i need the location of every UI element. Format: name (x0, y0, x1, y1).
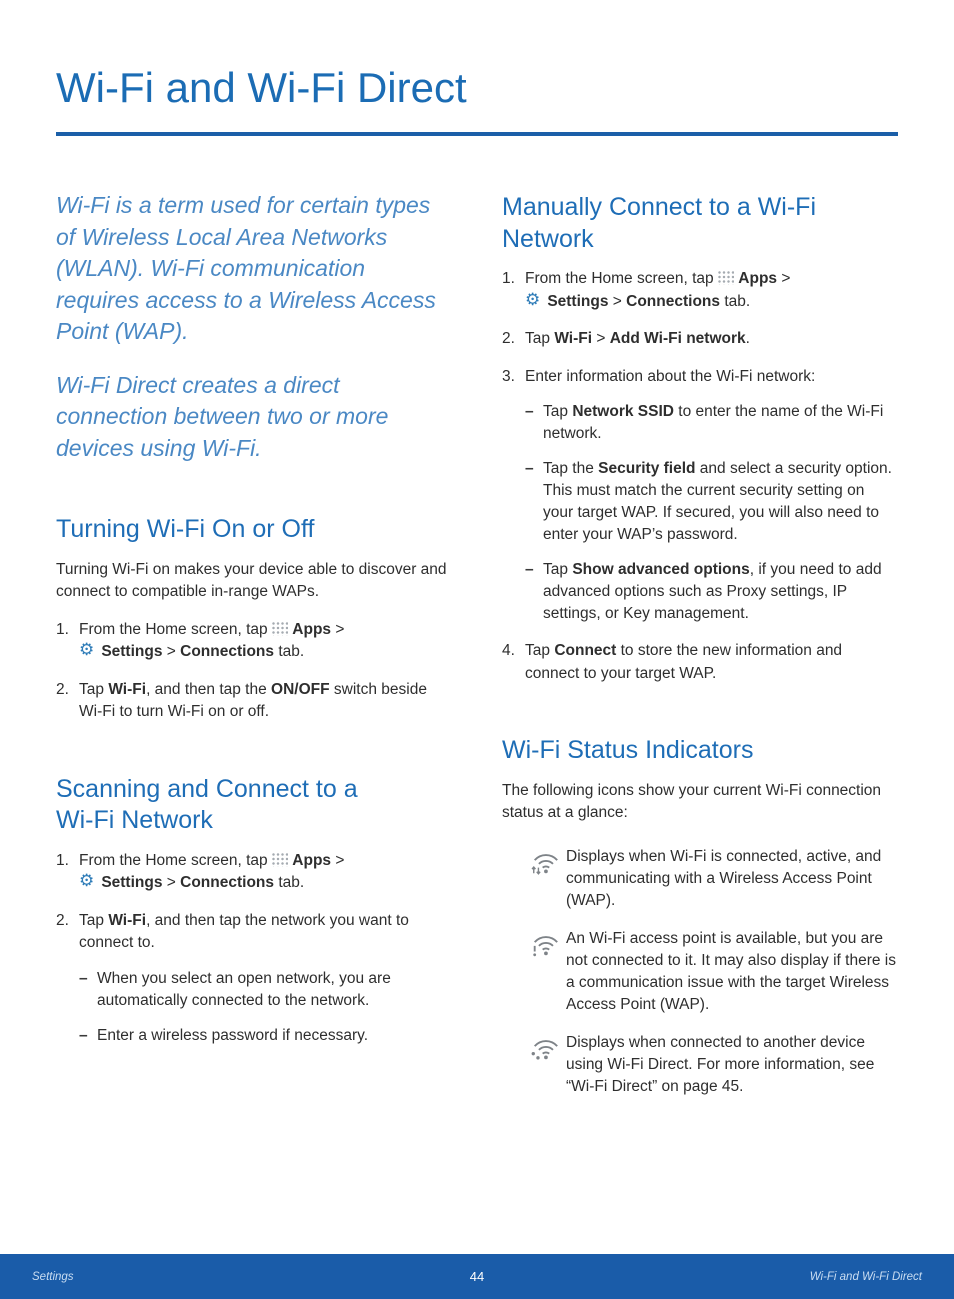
step-text: Tap Wi-Fi > Add Wi-Fi network. (525, 330, 750, 348)
sub-bullet-list (79, 968, 454, 1047)
wifi-alert-icon (530, 928, 566, 1016)
sub-bullet-text: When you select an open network, you are automatically connected to the network. (97, 969, 391, 1009)
sub-bullet-item (525, 401, 898, 445)
left-column (56, 190, 454, 1061)
step-number: 3. (502, 367, 515, 385)
step-number: 2. (56, 911, 69, 929)
settings-icon (525, 292, 543, 309)
sub-bullet-text: Tap Show advanced options, if you need to add advanced options such as Proxy settings, IP settings, or Key management. (543, 561, 882, 623)
status-text: Displays when connected to another device using Wi-Fi Direct. For more information, see “Wi-Fi Direct” on page 45. (566, 1033, 875, 1095)
status-indicator-list (530, 846, 898, 1098)
step-text: Tap Connect to store the new information and connect to your target WAP. (525, 642, 843, 682)
status-item (530, 1032, 898, 1098)
status-text: Displays when Wi-Fi is connected, active, and communicating with a Wireless Access Point (WAP). (566, 847, 882, 909)
section-body-status: The following icons show your current Wi-Fi connection status at a glance: (502, 781, 882, 821)
step-item (502, 328, 898, 350)
dash-bullet: – (79, 1026, 88, 1044)
section-turning-wifi (56, 514, 454, 723)
step-text: From the Home screen, tap Apps > ⚙ Settings > Connections tab. (79, 850, 454, 895)
step-item (502, 268, 898, 313)
sub-bullet-text: Tap the Security field and select a security option. This must match the current security setting on your target WAP. If secured, you will also need to enter your WAP’s password. (543, 460, 892, 544)
apps-icon (272, 622, 288, 636)
wifi-connected-icon (530, 846, 566, 912)
page-footer (0, 1254, 954, 1299)
step-item (502, 366, 898, 625)
sub-bullet-item (525, 458, 898, 546)
status-item (530, 928, 898, 1016)
right-column (502, 190, 898, 1113)
section-heading-scanning: Scanning and Connect to a Wi-Fi Network (56, 774, 358, 835)
step-text: From the Home screen, tap Apps > ⚙ Settings > Connections tab. (525, 268, 898, 313)
turning-steps (56, 619, 454, 724)
step-item (502, 640, 898, 685)
step-number: 2. (502, 330, 515, 348)
step-item (56, 679, 454, 724)
step-text-main: Tap Wi-Fi, and then tap the network you want to connect to. (79, 911, 409, 952)
manual-steps (502, 268, 898, 685)
dash-bullet: – (525, 460, 534, 478)
sub-bullet-item (79, 968, 454, 1012)
step-number: 4. (502, 642, 515, 660)
section-manual-connect (502, 192, 898, 685)
step-number: 2. (56, 680, 69, 698)
title-rule (56, 132, 898, 136)
footer-section-label: Settings (32, 1270, 74, 1283)
page-title: Wi-Fi and Wi-Fi Direct (56, 64, 467, 111)
section-status-indicators (502, 735, 898, 1098)
status-item (530, 846, 898, 912)
intro-paragraph-1: Wi-Fi is a term used for certain types of Wireless Local Area Networks (WLAN). Wi-Fi communication requires access to a Wireless Access Point (WAP). (56, 192, 436, 345)
step-text (525, 366, 898, 625)
step-item (56, 619, 454, 664)
settings-icon (79, 873, 97, 890)
wifi-direct-icon (530, 1032, 566, 1098)
section-scanning (56, 774, 454, 1047)
footer-chapter-label: Wi-Fi and Wi-Fi Direct (809, 1270, 922, 1283)
step-number: 1. (502, 270, 515, 288)
sub-bullet-item (79, 1025, 454, 1047)
step-number: 1. (56, 620, 69, 638)
step-number: 1. (56, 851, 69, 869)
step-text: From the Home screen, tap Apps > ⚙ Settings > Connections tab. (79, 619, 454, 664)
sub-bullet-list (525, 401, 898, 625)
step-text-main: Enter information about the Wi-Fi network: (525, 367, 816, 385)
section-body-turning: Turning Wi-Fi on makes your device able to discover and connect to compatible in-range WAPs. (56, 560, 447, 600)
section-heading-turning: Turning Wi-Fi On or Off (56, 515, 315, 544)
intro-paragraph-2: Wi-Fi Direct creates a direct connection between two or more devices using Wi-Fi. (56, 371, 389, 461)
status-text: An Wi-Fi access point is available, but you are not connected to it. It may also display if there is a communication issue with the target Wireless Access Point (WAP). (566, 929, 896, 1013)
dash-bullet: – (525, 561, 534, 579)
content-columns (56, 190, 898, 1113)
apps-icon (718, 271, 734, 285)
sub-bullet-text: Tap Network SSID to enter the name of the Wi-Fi network. (543, 403, 884, 443)
settings-icon (79, 642, 97, 659)
step-text (79, 910, 454, 1047)
apps-icon (272, 853, 288, 867)
manual-page (0, 64, 954, 1114)
sub-bullet-item (525, 559, 898, 625)
step-text: Tap Wi-Fi, and then tap the ON/OFF switch beside Wi-Fi to turn Wi-Fi on or off. (79, 680, 427, 721)
dash-bullet: – (525, 403, 534, 421)
scanning-steps (56, 850, 454, 1047)
dash-bullet: – (79, 969, 88, 987)
footer-page-number: 44 (469, 1269, 485, 1284)
step-item (56, 910, 454, 1047)
sub-bullet-text: Enter a wireless password if necessary. (97, 1026, 369, 1044)
section-heading-manual: Manually Connect to a Wi-Fi Network (502, 193, 817, 253)
step-item (56, 850, 454, 895)
section-heading-status: Wi-Fi Status Indicators (502, 736, 754, 765)
